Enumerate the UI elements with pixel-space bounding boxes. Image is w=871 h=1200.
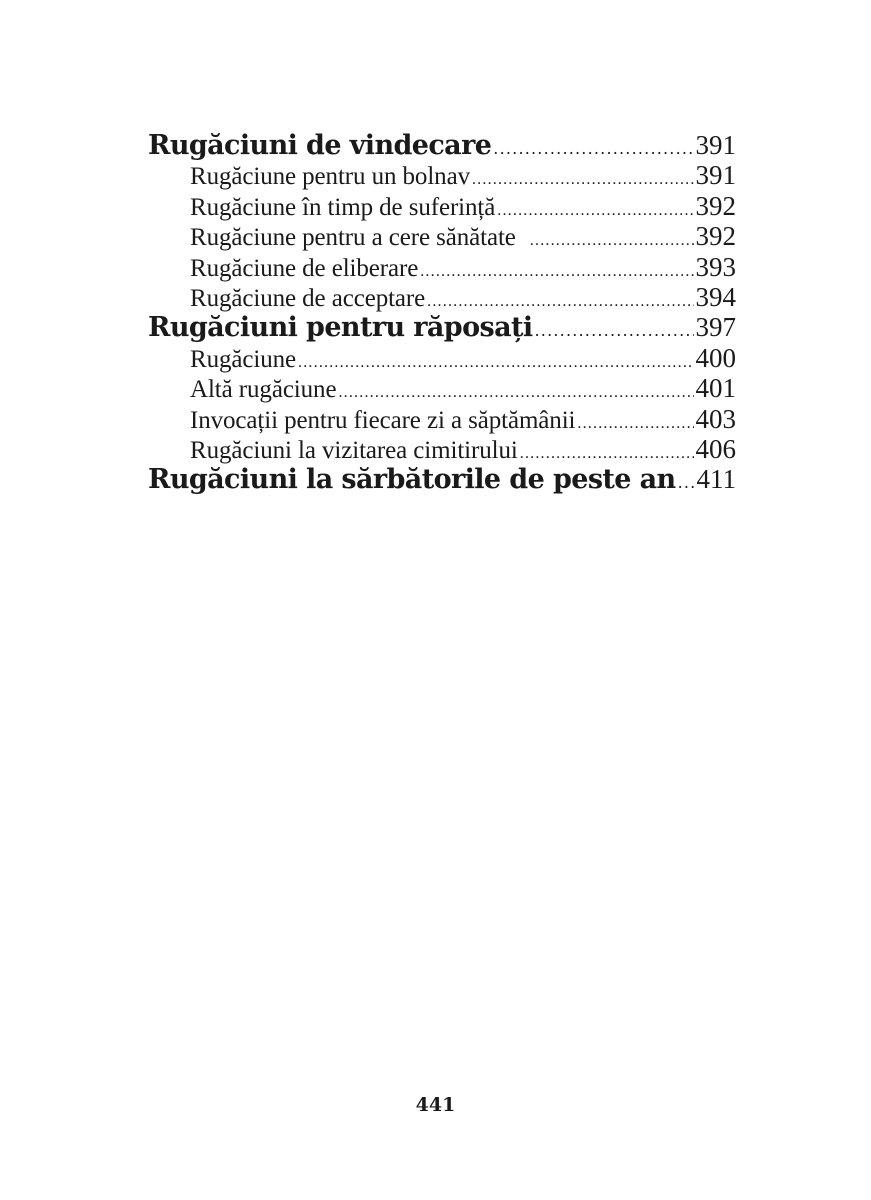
toc-entry-title: Rugăciune de eliberare	[190, 254, 419, 282]
toc-entry-title: Rugăciune	[190, 345, 297, 373]
toc-entry-page: 391	[695, 130, 736, 160]
toc-section-raposati	[148, 312, 736, 342]
toc-entry	[148, 221, 736, 251]
toc-entry	[148, 404, 736, 434]
toc-entry-page: 400	[695, 342, 736, 373]
toc-entry-title: Invocații pentru fiecare zi a săptămânii	[190, 406, 576, 434]
toc-entry-title: Rugăciuni la sărbătorile de peste an	[148, 464, 676, 496]
table-of-contents	[148, 130, 736, 495]
toc-entry	[148, 191, 736, 221]
toc-entry-title: Rugăciune pentru un bolnav	[190, 163, 470, 191]
dot-leader	[520, 446, 694, 462]
toc-entry	[148, 373, 736, 403]
toc-entry	[148, 282, 736, 312]
toc-entry-title: Altă rugăciune	[190, 376, 337, 404]
toc-entry-page: 392	[695, 221, 736, 252]
toc-section-vindecare	[148, 130, 736, 160]
dot-leader	[427, 294, 693, 310]
toc-entry-page: 411	[696, 464, 736, 495]
dot-leader	[493, 141, 693, 157]
toc-entry	[148, 343, 736, 373]
toc-entry-page: 406	[695, 433, 736, 464]
toc-entry-page: 401	[695, 373, 736, 404]
toc-entry-page: 393	[695, 251, 736, 282]
dot-leader	[577, 416, 693, 432]
toc-entry-title: Rugăciuni pentru răposați	[148, 312, 533, 344]
dot-leader	[530, 233, 694, 249]
dot-leader	[420, 264, 693, 280]
toc-section-sarbatori	[148, 464, 736, 494]
toc-entry-page: 397	[695, 312, 736, 343]
toc-entry	[148, 252, 736, 282]
toc-entry-title: Rugăciune de acceptare	[190, 284, 426, 312]
toc-entry-title: Rugăciuni la vizitarea cimitirului	[190, 436, 518, 464]
toc-entry-title: Rugăciuni de vindecare	[148, 130, 492, 161]
toc-entry	[148, 434, 736, 464]
dot-leader	[497, 203, 693, 219]
toc-entry-page: 392	[695, 190, 736, 221]
toc-entry-page: 403	[695, 403, 736, 434]
toc-entry-page: 394	[695, 281, 736, 312]
dot-leader	[535, 323, 694, 339]
toc-entry-title: Rugăciune în timp de suferință	[190, 193, 496, 221]
dot-leader	[338, 385, 693, 401]
toc-entry	[148, 160, 736, 190]
dot-leader	[298, 355, 693, 371]
toc-entry-title: Rugăciune pentru a cere sănătate	[190, 224, 516, 252]
toc-entry-page: 391	[695, 160, 736, 191]
page-number: 441	[415, 1094, 456, 1116]
dot-leader	[678, 475, 695, 491]
dot-leader	[472, 172, 694, 188]
